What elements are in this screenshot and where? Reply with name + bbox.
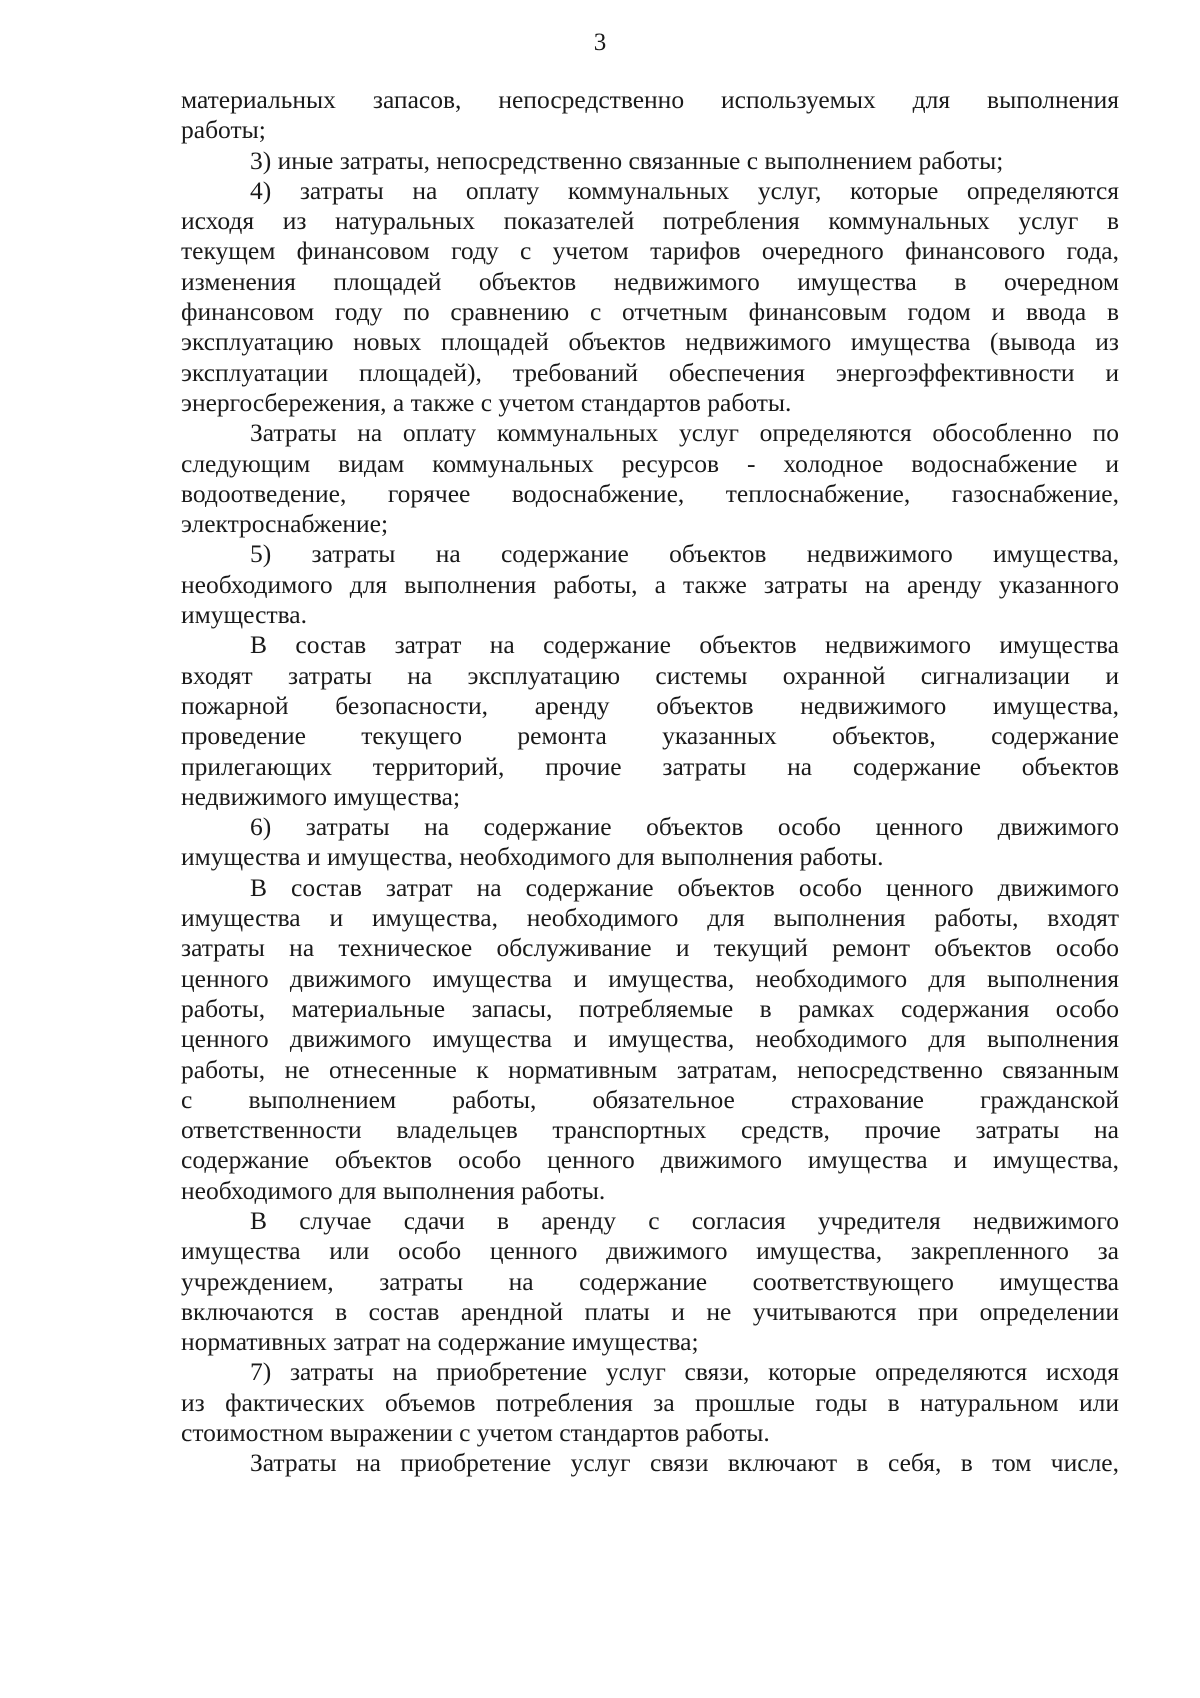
text-line: Затраты на приобретение услуг связи включают в себя, в том числе, xyxy=(250,1448,1119,1478)
text-line: 5) затраты на содержание объектов недвижимого имущества, xyxy=(250,539,1119,569)
text-line: эксплуатации площадей), требований обеспечения энергоэффективности и xyxy=(181,357,1119,387)
text-line: 7) затраты на приобретение услуг связи, которые определяются исходя xyxy=(250,1357,1119,1387)
text-line: стоимостном выражении с учетом стандартов работы. xyxy=(181,1418,770,1448)
text-line: проведение текущего ремонта указанных объектов, содержание xyxy=(181,721,1119,751)
text-line: необходимого для выполнения работы. xyxy=(181,1175,606,1205)
text-line: учреждением, затраты на содержание соответствующего имущества xyxy=(181,1266,1119,1296)
text-line: текущем финансовом году с учетом тарифов очередного финансового года, xyxy=(181,236,1119,266)
body-text xyxy=(181,85,1119,1479)
text-line: В случае сдачи в аренду с согласия учредителя недвижимого xyxy=(250,1205,1119,1235)
text-line: ценного движимого имущества и имущества, необходимого для выполнения xyxy=(181,1024,1119,1054)
text-line: работы, материальные запасы, потребляемые в рамках содержания особо xyxy=(181,993,1119,1023)
text-line: с выполнением работы, обязательное страхование гражданской xyxy=(181,1084,1119,1114)
text-line: материальных запасов, непосредственно используемых для выполнения xyxy=(181,85,1119,114)
text-line: содержание объектов особо ценного движимого имущества и имущества, xyxy=(181,1145,1119,1175)
text-line: исходя из натуральных показателей потребления коммунальных услуг в xyxy=(181,206,1119,236)
page-number: 3 xyxy=(593,29,607,56)
text-line: финансовом году по сравнению с отчетным финансовым годом и ввода в xyxy=(181,297,1119,327)
text-line: В состав затрат на содержание объектов недвижимого имущества xyxy=(250,630,1119,660)
text-line: прилегающих территорий, прочие затраты на содержание объектов xyxy=(181,751,1119,781)
text-line: имущества. xyxy=(181,600,307,630)
text-line: изменения площадей объектов недвижимого имущества в очередном xyxy=(181,266,1119,296)
text-line: В состав затрат на содержание объектов особо ценного движимого xyxy=(250,872,1119,902)
text-line: следующим видам коммунальных ресурсов - холодное водоснабжение и xyxy=(181,448,1119,478)
text-line: имущества и имущества, необходимого для выполнения работы, входят xyxy=(181,903,1119,933)
text-line: нормативных затрат на содержание имущества; xyxy=(181,1327,699,1357)
text-line: ответственности владельцев транспортных средств, прочие затраты на xyxy=(181,1115,1119,1145)
text-line: имущества и имущества, необходимого для выполнения работы. xyxy=(181,842,884,872)
text-line: пожарной безопасности, аренду объектов недвижимого имущества, xyxy=(181,690,1119,720)
text-line: недвижимого имущества; xyxy=(181,781,461,811)
text-line: работы; xyxy=(181,115,266,145)
text-line: электроснабжение; xyxy=(181,509,389,539)
text-line: эксплуатацию новых площадей объектов недвижимого имущества (вывода из xyxy=(181,327,1119,357)
text-line: 3) иные затраты, непосредственно связанные с выполнением работы; xyxy=(250,145,1004,175)
text-line: 6) затраты на содержание объектов особо ценного движимого xyxy=(250,812,1119,842)
text-line: из фактических объемов потребления за прошлые годы в натуральном или xyxy=(181,1387,1119,1417)
text-line: ценного движимого имущества и имущества, необходимого для выполнения xyxy=(181,963,1119,993)
text-line: включаются в состав арендной платы и не учитываются при определении xyxy=(181,1296,1119,1326)
text-line: 4) затраты на оплату коммунальных услуг, которые определяются xyxy=(250,175,1119,205)
text-line: имущества или особо ценного движимого имущества, закрепленного за xyxy=(181,1236,1119,1266)
text-line: затраты на техническое обслуживание и текущий ремонт объектов особо xyxy=(181,933,1119,963)
text-line: Затраты на оплату коммунальных услуг определяются обособленно по xyxy=(250,418,1119,448)
text-line: работы, не отнесенные к нормативным затратам, непосредственно связанным xyxy=(181,1054,1119,1084)
text-line: необходимого для выполнения работы, а также затраты на аренду указанного xyxy=(181,569,1119,599)
text-line: энергосбережения, а также с учетом стандартов работы. xyxy=(181,387,792,417)
text-line: входят затраты на эксплуатацию системы охранной сигнализации и xyxy=(181,660,1119,690)
text-line: водоотведение, горячее водоснабжение, теплоснабжение, газоснабжение, xyxy=(181,478,1119,508)
